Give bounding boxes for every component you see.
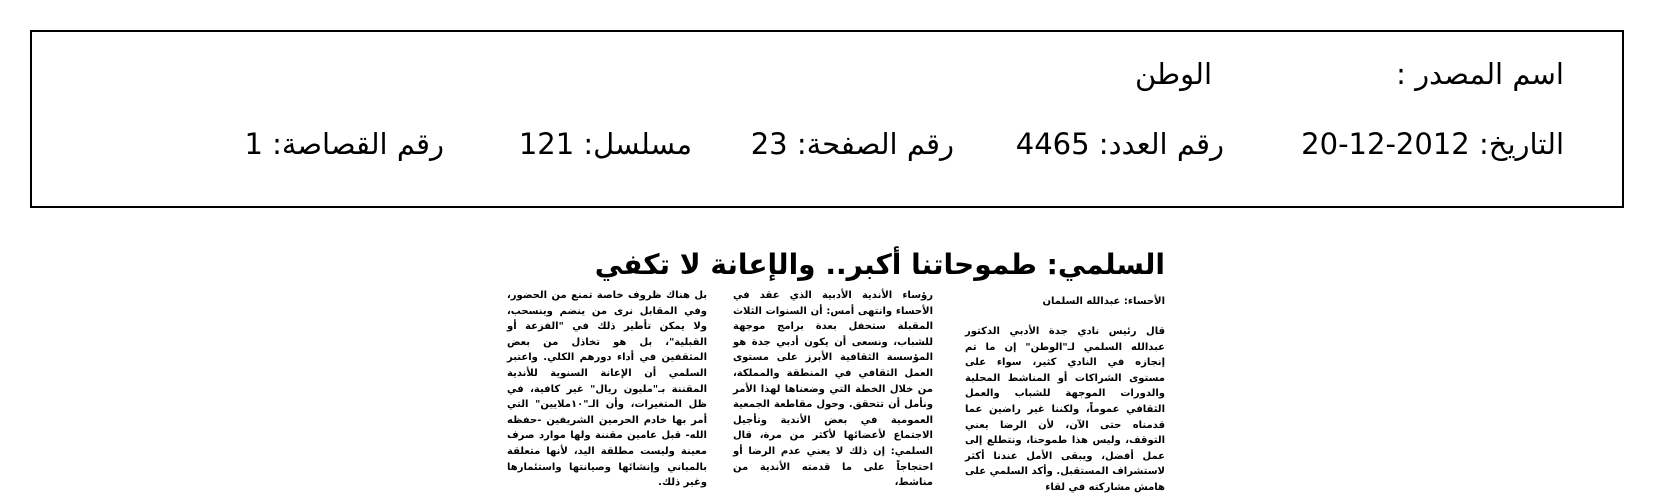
clipping-number-field: رقم القصاصة: 1 [244,127,444,161]
page-number-field: رقم الصفحة: 23 [750,127,954,161]
serial-number-field: مسلسل: 121 [518,127,692,161]
source-value: الوطن [1134,57,1212,91]
article-byline: الأحساء: عبدالله السلمان [1042,296,1165,307]
newspaper-clipping [480,240,1185,493]
article-column-1: قال رئيس نادي جدة الأدبي الدكتور عبدالله السلمي لـ"الوطن" إن ما تم إنجازه في النادي كثير، سواء على مستوى الشراكات أو المناشط المحلية والدورات الموجهة للشباب والعمل الثقافي عموماً، ولكننا غير راضين عما قدمناه حتى الآن، لأن الرضا يعني التوقف، وليس هذا طموحنا، ونتطلع إلى عمل أفضل، ويبقى الأمل عندنا أكثر لاستشراف المستقبل. وأكد السلمي على هامش مشاركته في لقاء [965,326,1165,493]
issue-number-field: رقم العدد: 4465 [1015,127,1224,161]
article-column-3: بل هناك ظروف خاصة تمنع من الحضور، وفي المقابل نرى من ينضم وينسحب، ولا يمكن تأطير ذلك في "الفزعة أو القبلية"، بل هو تخاذل من بعض المثقفين في أداء دورهم الكلي. واعتبر السلمي أن الإعانة السنوية للأندية المقننة بـ"مليون ريال" غير كافية، في ظل المتغيرات، وأن الـ"١٠ملايين" التي أمر بها خادم الحرمين الشريفين -حفظه الله- قبل عامين مقننة ولها موارد صرف معينة وليست مطلقة اليد، لأنها متعلقة بالمباني وإنشائها وصيانتها واستئمارها وغير ذلك. [507,290,707,489]
date-field: التاريخ: 2012-12-20 [1301,127,1564,161]
article-headline: السلمي: طموحاتنا أكبر.. والإعانة لا تكفي [594,248,1165,281]
source-label: اسم المصدر : [1396,57,1564,91]
source-info-box [30,30,1624,208]
article-column-2: رؤساء الأندية الأدبية الذي عقد في الأحساء وانتهى أمس: أن السنوات الثلاث المقبلة ستحفل بعدة برامج موجهة للشباب، ونسعى أن يكون أدبي جدة هو المؤسسة الثقافية الأبرز على مستوى العمل الثقافي في المنطقة والمملكة، من خلال الخطة التي وضعناها لهذا الأمر ونأمل أن تتحقق. وحول مقاطعة الجمعية العمومية في بعض الأندية وتأجيل الاجتماع لأعضائها لأكثر من مرة، قال السلمي: إن ذلك لا يعني عدم الرضا أو احتجاجاً على ما قدمته الأندية من مناشط، [733,290,933,489]
